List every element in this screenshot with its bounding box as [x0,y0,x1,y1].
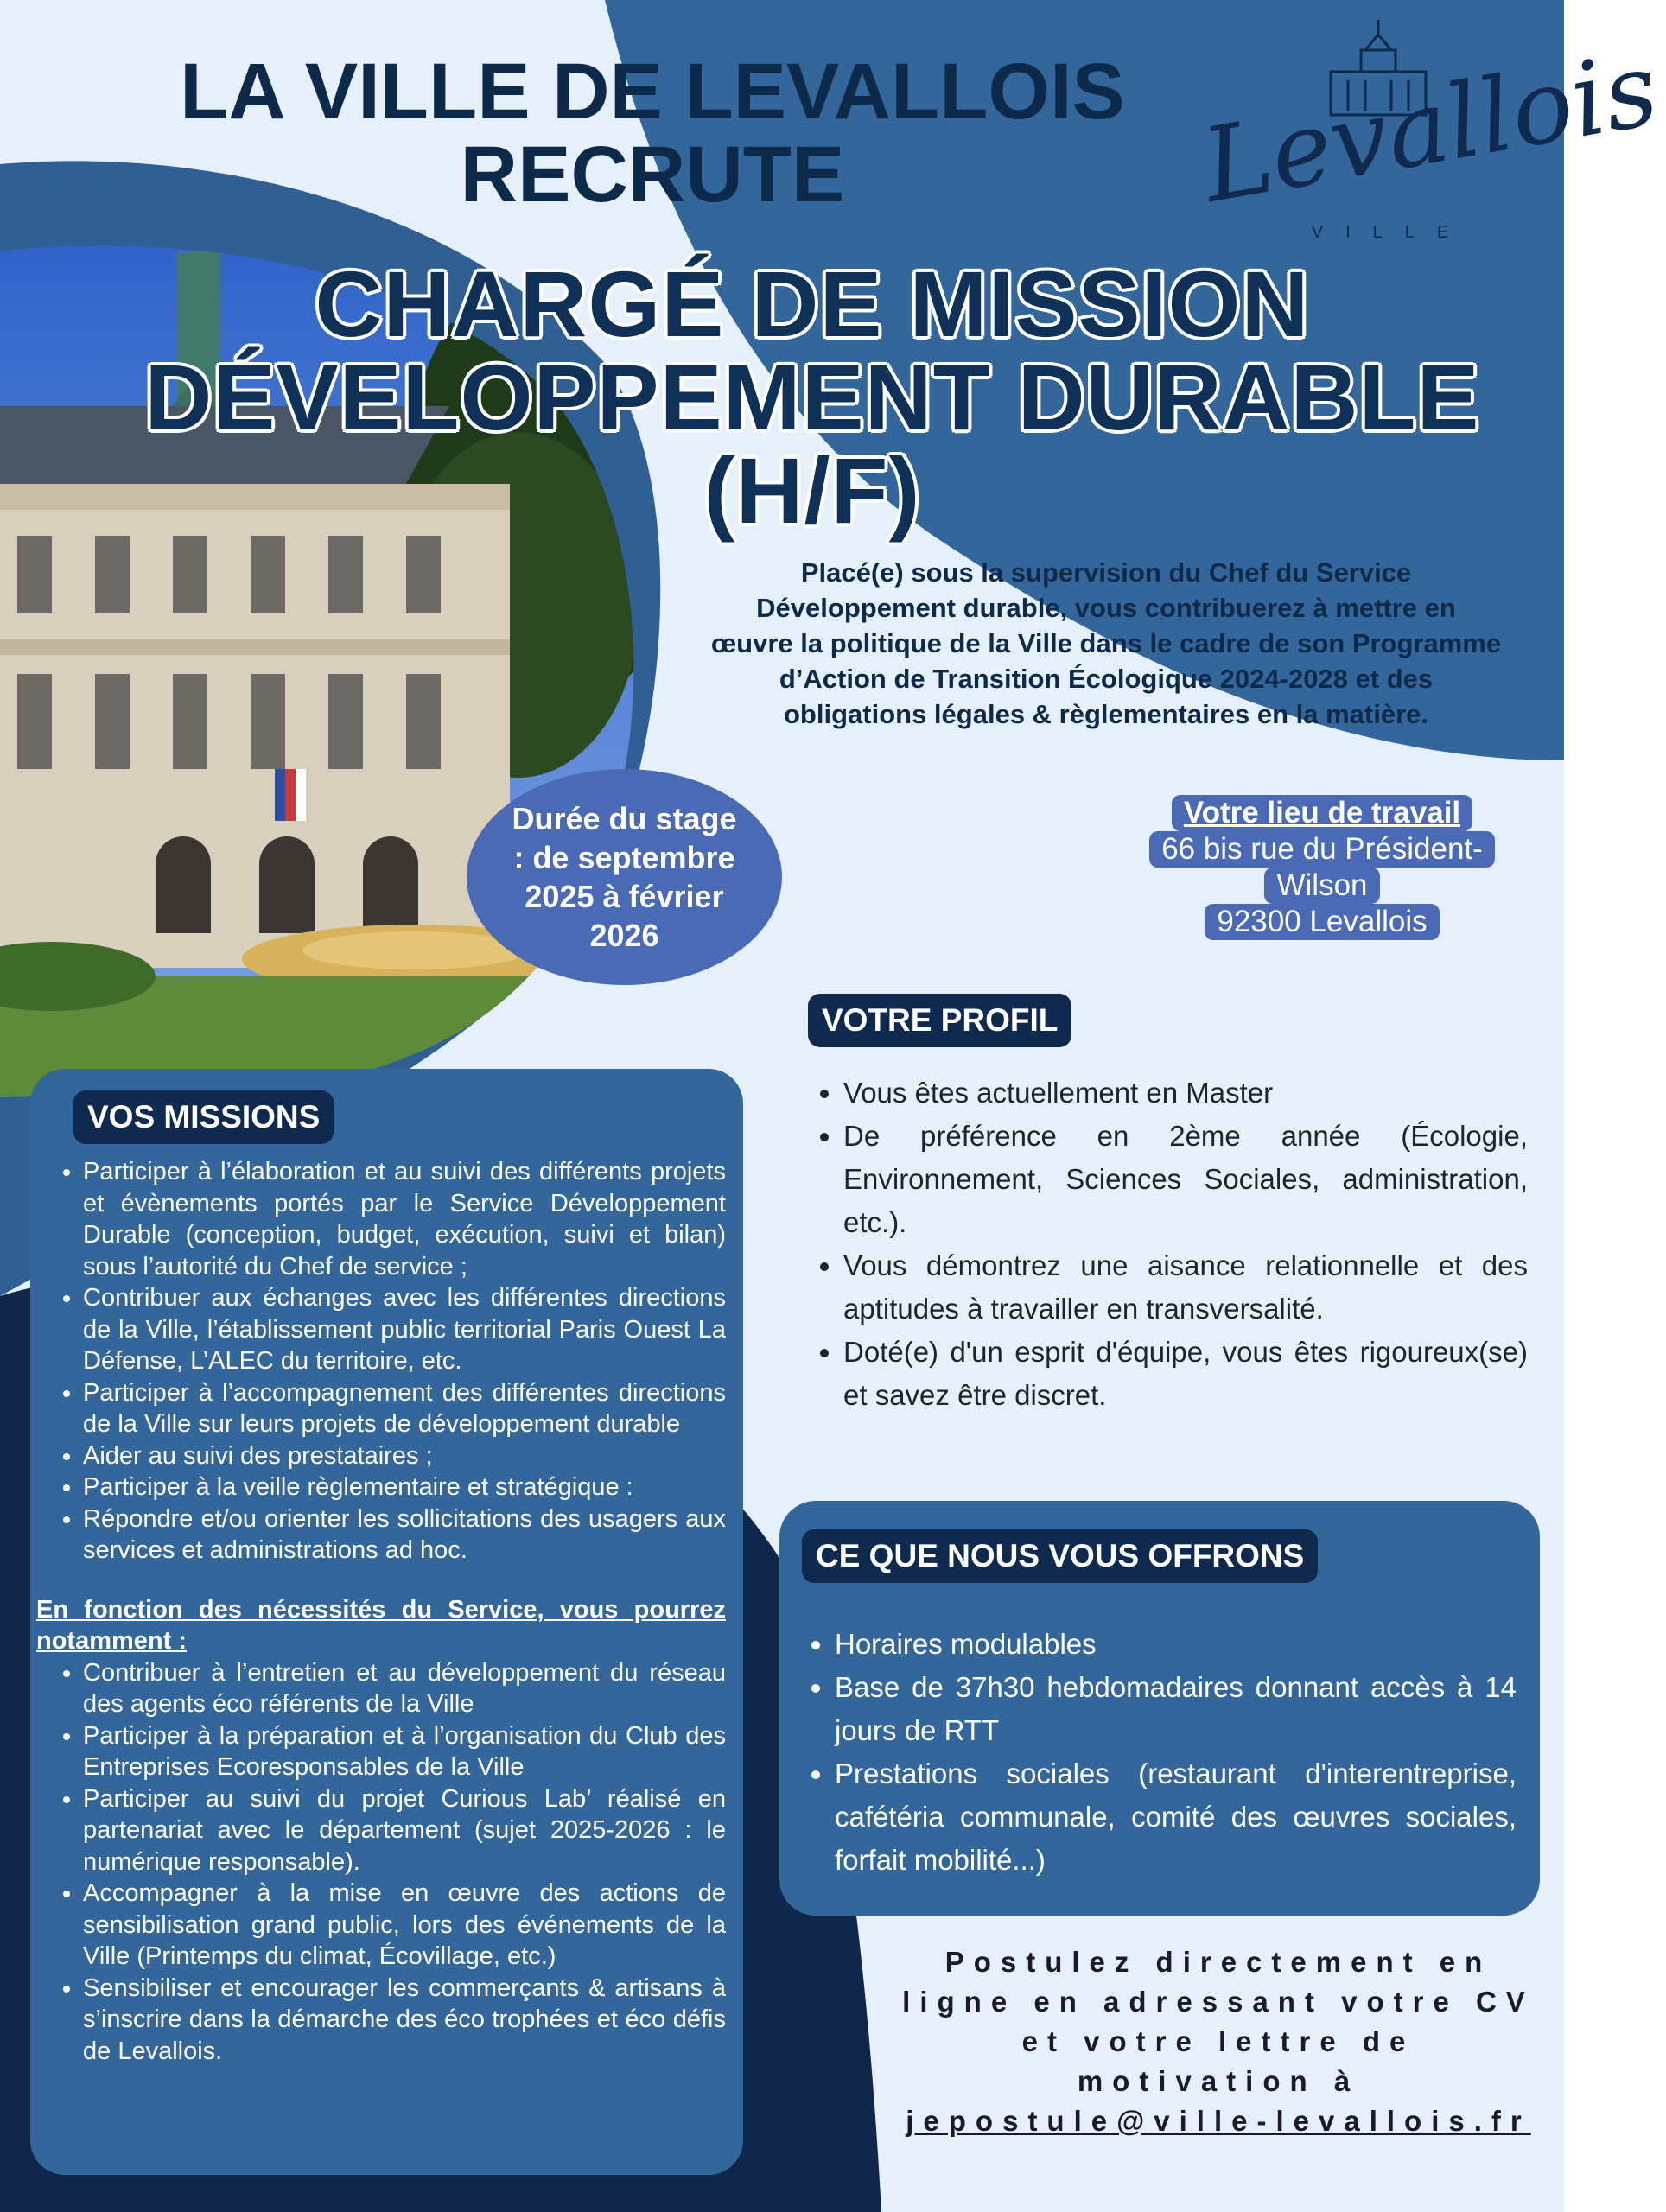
intro-paragraph [665,555,1547,732]
intro-line: Placé(e) sous la supervision du Chef du Service [800,557,1412,588]
list-item: • Contribuer à l’entretien et au développement du réseau des agents éco référents de la Ville [83,1657,726,1720]
headline [112,48,1192,219]
list-item: • Participer à la préparation et à l’organisation du Club des Entreprises Ecoresponsables de la Ville [83,1720,726,1783]
missions-list [36,1156,726,2067]
apply-block [894,1942,1542,2141]
list-item: • Horaires modulables [835,1623,1517,1666]
list-item: • Vous démontrez une aisance relationnelle et des aptitudes à travailler en transversalité. [843,1244,1528,1331]
workplace-address-line-3: 92300 Levallois [1205,904,1439,940]
duration-bubble [467,769,782,985]
workplace-title: Votre lieu de travail [1172,795,1472,831]
offer-list [795,1623,1517,1882]
job-title-line-2: DÉVELOPPEMENT DURABLE [144,345,1480,449]
workplace-address-line-2: Wilson [1264,868,1379,904]
workplace-block [1123,795,1521,940]
list-item: • Participer à l’élaboration et au suivi des différents projets et évènements portés par le Service Développement Durable (conception, budget, exécution, suivi et bilan) sous l’autorité du Chef de service ; [83,1156,726,1282]
list-item: • De préférence en 2ème année (Écologie, Environnement, Sciences Sociales, administration, etc.). [843,1115,1528,1244]
profile-list [804,1071,1528,1417]
apply-email-link[interactable]: jepostule@ville-levallois.fr [906,2105,1531,2137]
list-item: • Base de 37h30 hebdomadaires donnant accès à 14 jours de RTT [835,1666,1517,1752]
headline-line-1: LA VILLE DE LEVALLOIS [180,48,1125,136]
intro-line: Développement durable, vous contribuerez à mettre en [756,593,1456,623]
logo-script: Levallois [1194,29,1666,226]
apply-text: Postulez directement en ligne en adressant votre CV et votre lettre de motivation à [902,1946,1535,2097]
job-title-line-3: (H/F) [703,438,921,543]
list-item: • Participer à l’accompagnement des différentes directions de la Ville sur leurs projets de développement durable [83,1377,726,1440]
list-item: • Doté(e) d'un esprit d'équipe, vous êtes rigoureux(se) et savez être discret. [843,1331,1528,1417]
list-item: • Prestations sociales (restaurant d'interentreprise, cafétéria communale, comité des œuvres sociales, forfait mobilité...) [835,1752,1517,1882]
job-title-line-1: CHARGÉ DE MISSION [315,251,1310,356]
profile-badge: VOTRE PROFIL [808,994,1071,1047]
missions-badge: VOS MISSIONS [73,1090,334,1144]
list-item: • Participer au suivi du projet Curious Lab’ réalisé en partenariat avec le département (sujet 2025-2026 : le numérique responsable). [83,1783,726,1878]
logo-subtitle: VILLE [1311,223,1472,242]
list-item: • Répondre et/ou orienter les sollicitations des usagers aux services et administrations ad hoc. [83,1503,726,1567]
intro-line: œuvre la politique de la Ville dans le cadre de son Programme [710,628,1502,658]
missions-subheading: En fonction des nécessités du Service, vous pourrez notamment : [36,1595,726,1655]
list-item: • Vous êtes actuellement en Master [843,1071,1528,1115]
list-item: • Participer à la veille règlementaire et stratégique : [83,1471,726,1503]
workplace-address-line-1: 66 bis rue du Président- [1149,831,1495,868]
list-item: • Sensibiliser et encourager les commerçants & artisans à s’inscrire dans la démarche des éco trophées et éco défis de Levallois. [83,1973,726,2068]
offer-badge: CE QUE NOUS VOUS OFFRONS [802,1529,1318,1583]
job-title [130,251,1495,543]
headline-line-2: RECRUTE [460,130,845,219]
levallois-logo [1192,16,1666,249]
list-item: • Aider au suivi des prestataires ; [83,1440,726,1472]
duration-text: Durée du stage : de septembre 2025 à février 2026 [512,801,737,953]
list-item: • Accompagner à la mise en œuvre des actions de sensibilisation grand public, lors des événements de la Ville (Printemps du climat, Écovillage, etc.) [83,1878,726,1973]
list-item: • Contribuer aux échanges avec les différentes directions de la Ville, l’établissement public territorial Paris Ouest La Défense, L’ALEC du territoire, etc. [83,1282,726,1377]
intro-line: d’Action de Transition Écologique 2024-2028 et des [779,664,1434,694]
intro-line: obligations légales & règlementaires en la matière. [784,699,1428,729]
